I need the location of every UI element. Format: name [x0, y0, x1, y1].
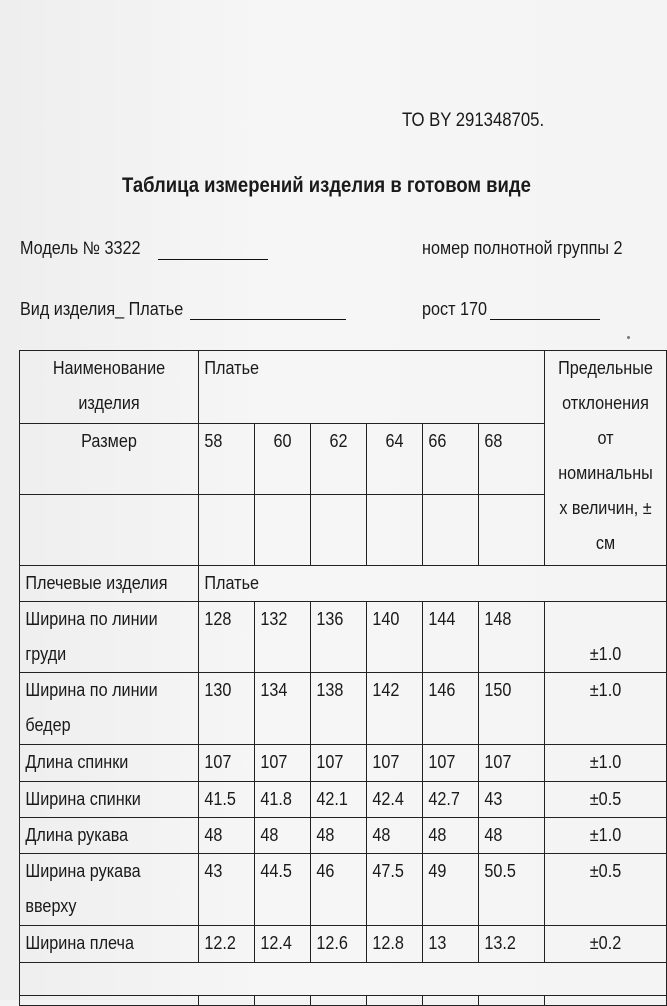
- category-label: Плечевые изделия: [25, 573, 168, 593]
- model-underline: [158, 259, 268, 260]
- value: 128: [204, 609, 232, 629]
- size-cell: [367, 424, 423, 495]
- value: 48: [428, 825, 447, 845]
- value: 12.2: [204, 933, 236, 953]
- tolerance-value: ±1.0: [589, 752, 622, 772]
- value: 140: [372, 609, 400, 629]
- value: 107: [260, 752, 288, 772]
- tolerance-cell: [545, 926, 667, 963]
- tolerance-header-line3: от: [597, 428, 614, 448]
- measurement-table: [19, 350, 667, 1006]
- value: 41.8: [260, 789, 292, 809]
- value-cell: [479, 673, 545, 745]
- value-cell: [311, 926, 367, 963]
- size-value: 58: [204, 431, 223, 451]
- value-cell: [367, 602, 423, 673]
- value-cell: [367, 818, 423, 854]
- value: 48: [260, 825, 279, 845]
- value-cell: [367, 926, 423, 963]
- table-row: [20, 854, 667, 926]
- value: 150: [484, 680, 512, 700]
- value-cell: [199, 745, 255, 782]
- blank-cell: [311, 495, 367, 566]
- value-cell: [199, 673, 255, 745]
- empty-row: [20, 996, 667, 1006]
- value-cell: [423, 745, 479, 782]
- value-cell: [479, 926, 545, 963]
- measure-name-cell: [20, 926, 199, 963]
- value-cell: [199, 602, 255, 673]
- value: 48: [204, 825, 223, 845]
- measure-name-cell: [20, 818, 199, 854]
- value: 132: [260, 609, 288, 629]
- value-cell: [311, 602, 367, 673]
- measure-name: Ширина спинки: [25, 789, 141, 809]
- measure-name: Длина спинки: [25, 752, 129, 772]
- blank-cell: [255, 495, 311, 566]
- value-cell: [423, 854, 479, 926]
- measure-name: Ширина по линии: [25, 609, 158, 629]
- measure-name-cell: [20, 602, 199, 673]
- value: 42.1: [316, 789, 348, 809]
- value-cell: [255, 926, 311, 963]
- item-type-underline: [190, 319, 346, 320]
- model-number-label: Модель № 3322: [20, 238, 141, 258]
- measure-name-cell: [20, 745, 199, 782]
- size-value: 66: [428, 431, 447, 451]
- item-type-label: Вид изделия_ Платье: [20, 299, 184, 319]
- value-cell: [311, 673, 367, 745]
- blank-cell: [20, 495, 199, 566]
- empty-cell: [199, 996, 255, 1006]
- empty-cell: [20, 996, 199, 1006]
- value-cell: [479, 818, 545, 854]
- value-cell: [311, 818, 367, 854]
- value-cell: [367, 854, 423, 926]
- empty-cell: [545, 996, 667, 1006]
- tolerance-value: ±1.0: [589, 644, 622, 664]
- value: 12.8: [372, 933, 404, 953]
- value: 42.7: [428, 789, 460, 809]
- value-cell: [479, 782, 545, 818]
- table-row: [20, 745, 667, 782]
- page-title: Таблица измерений изделия в готовом виде: [122, 174, 531, 197]
- tolerance-header-line5: х величин, ±: [559, 498, 652, 518]
- blank-cell: [199, 495, 255, 566]
- value: 43: [484, 789, 503, 809]
- value-cell: [255, 673, 311, 745]
- name-header-line2: изделия: [78, 393, 140, 413]
- table-row: [20, 926, 667, 963]
- measure-name-cell: [20, 673, 199, 745]
- product-header-cell: [199, 351, 545, 424]
- value-cell: [255, 745, 311, 782]
- document-reference: ТО BY 291348705.: [402, 110, 545, 131]
- value: 138: [316, 680, 344, 700]
- value: 42.4: [372, 789, 404, 809]
- size-label: Размер: [81, 431, 137, 451]
- size-value: 64: [385, 431, 404, 451]
- size-cell: [255, 424, 311, 495]
- size-cell: [199, 424, 255, 495]
- value: 48: [484, 825, 503, 845]
- value: 134: [260, 680, 288, 700]
- value: 107: [316, 752, 344, 772]
- value-cell: [479, 745, 545, 782]
- value: 46: [316, 861, 335, 881]
- table-row: [20, 673, 667, 745]
- value-cell: [255, 818, 311, 854]
- value: 48: [316, 825, 335, 845]
- speck: [627, 336, 630, 339]
- size-value: 62: [329, 431, 348, 451]
- empty-cell: [255, 996, 311, 1006]
- value-cell: [479, 854, 545, 926]
- value: 144: [428, 609, 456, 629]
- value: 50.5: [484, 861, 516, 881]
- tolerance-cell: [545, 818, 667, 854]
- empty-cell: [479, 996, 545, 1006]
- value: 130: [204, 680, 232, 700]
- value: 49: [428, 861, 447, 881]
- empty-cell: [423, 996, 479, 1006]
- value-cell: [423, 602, 479, 673]
- value-cell: [423, 818, 479, 854]
- measure-name: Ширина рукава: [25, 861, 141, 881]
- value-cell: [311, 854, 367, 926]
- value-cell: [479, 602, 545, 673]
- size-cell: [423, 424, 479, 495]
- product-name: Платье: [204, 358, 260, 378]
- tolerance-cell: [545, 602, 667, 673]
- table-row: [20, 602, 667, 673]
- category-value: Платье: [204, 573, 260, 593]
- tolerance-value: ±0.2: [589, 933, 622, 953]
- category-value-cell: [199, 566, 667, 602]
- size-label-cell: [20, 424, 199, 495]
- value: 146: [428, 680, 456, 700]
- table-row: [20, 818, 667, 854]
- blank-cell: [423, 495, 479, 566]
- value-cell: [311, 745, 367, 782]
- measure-name: Ширина по линии: [25, 680, 158, 700]
- value-cell: [199, 818, 255, 854]
- value-cell: [367, 782, 423, 818]
- name-header-cell: [20, 351, 199, 424]
- size-value: 68: [484, 431, 503, 451]
- tolerance-header-line1: Предельные: [558, 358, 653, 378]
- value: 107: [484, 752, 512, 772]
- value-cell: [199, 854, 255, 926]
- table-row: [20, 782, 667, 818]
- value-cell: [367, 673, 423, 745]
- value: 47.5: [372, 861, 404, 881]
- blank-cell: [367, 495, 423, 566]
- tolerance-cell: [545, 745, 667, 782]
- value: 107: [204, 752, 232, 772]
- empty-cell: [367, 996, 423, 1006]
- category-label-cell: [20, 566, 199, 602]
- tolerance-header-line6: см: [595, 533, 616, 553]
- value: 41.5: [204, 789, 236, 809]
- empty-cell: [20, 963, 667, 996]
- tolerance-cell: [545, 854, 667, 926]
- value-cell: [367, 745, 423, 782]
- measure-name-cont: груди: [25, 644, 67, 664]
- category-row: [20, 566, 667, 602]
- value-cell: [311, 782, 367, 818]
- value-cell: [423, 782, 479, 818]
- height-label: рост 170: [422, 299, 488, 319]
- measure-name-cell: [20, 854, 199, 926]
- tolerance-value: ±1.0: [589, 825, 622, 845]
- value: 43: [204, 861, 223, 881]
- value: 107: [372, 752, 400, 772]
- tolerance-cell: [545, 673, 667, 745]
- value-cell: [255, 602, 311, 673]
- value-cell: [199, 926, 255, 963]
- value: 136: [316, 609, 344, 629]
- size-cell: [311, 424, 367, 495]
- value-cell: [423, 673, 479, 745]
- value-cell: [255, 782, 311, 818]
- measure-name: Длина рукава: [25, 825, 129, 845]
- tolerance-cell: [545, 782, 667, 818]
- value: 13: [428, 933, 447, 953]
- empty-cell: [311, 996, 367, 1006]
- tolerance-header-cell: [545, 351, 667, 566]
- height-underline: [490, 319, 600, 320]
- value-cell: [255, 854, 311, 926]
- name-header-line1: Наименование: [52, 358, 166, 378]
- measure-name-cont: вверху: [25, 896, 77, 916]
- blank-cell: [479, 495, 545, 566]
- value: 142: [372, 680, 400, 700]
- value: 44.5: [260, 861, 292, 881]
- value-cell: [423, 926, 479, 963]
- measure-name-cell: [20, 782, 199, 818]
- size-group-label: номер полнотной группы 2: [422, 238, 623, 258]
- value: 148: [484, 609, 512, 629]
- value: 12.4: [260, 933, 292, 953]
- tolerance-header-line4: номинальны: [558, 463, 653, 483]
- tolerance-value: ±0.5: [589, 861, 622, 881]
- measure-name: Ширина плеча: [25, 933, 134, 953]
- tolerance-value: ±0.5: [589, 789, 622, 809]
- value-cell: [199, 782, 255, 818]
- value: 13.2: [484, 933, 516, 953]
- table-header-row: [20, 351, 667, 424]
- size-cell: [479, 424, 545, 495]
- tolerance-value: ±1.0: [589, 680, 622, 700]
- size-value: 60: [273, 431, 292, 451]
- value: 107: [428, 752, 456, 772]
- measure-name-cont: бедер: [25, 715, 71, 735]
- tolerance-header-line2: отклонения: [562, 393, 649, 413]
- value: 12.6: [316, 933, 348, 953]
- empty-row: [20, 963, 667, 996]
- value: 48: [372, 825, 391, 845]
